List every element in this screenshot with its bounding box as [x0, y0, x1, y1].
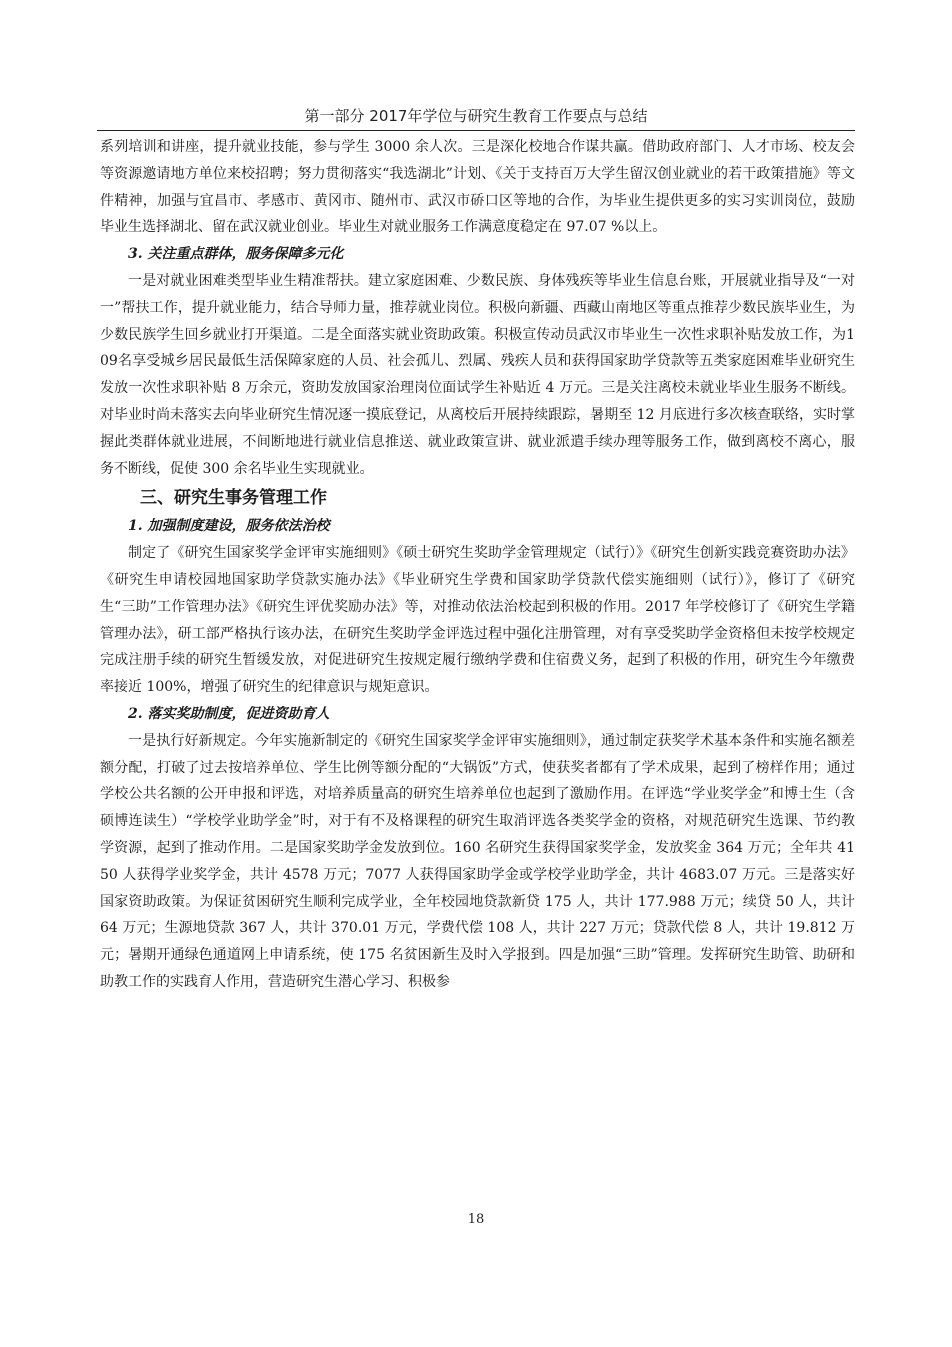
header-title: 第一部分 2017年学位与研究生教育工作要点与总结	[304, 107, 648, 125]
subheading-key-groups: 3. 关注重点群体，服务保障多元化	[128, 246, 344, 263]
paragraph-employment-services: 系列培训和讲座，提升就业技能，参与学生 3000 余人次。三是深化校地合作谋共赢。借助政府部门、人才市场、校友会等资源邀请地方单位来校招聘；努力贯彻落实“我选湖北”计划、《关于支持百万大学生留汉创业就业的若干政策措施》等文件精神，加强与宜昌市、孝感市、黄冈市、随州市、武汉市硚口区等地的合作，为毕业生提供更多的实习实训岗位，鼓励毕业生选择湖北、留在武汉就业创业。毕业生对就业服务工作满意度稳定在 97.07 %以上。	[100, 139, 855, 236]
subheading-institution-building: 1. 加强制度建设，服务依法治校	[128, 518, 330, 535]
subheading-scholarship-system: 2. 落实奖助制度，促进资助育人	[128, 705, 330, 722]
paragraph-scholarship-system: 一是执行好新规定。今年实施新制定的《研究生国家奖学金评审实施细则》，通过制定获奖学术基本条件和实施名额差额分配，打破了过去按培养单位、学生比例等额分配的“大锅饭”方式，使获奖者都有了学术成果，起到了榜样作用；通过学校公共名额的公开申报和评选，对培养质量高的研究生培养单位也起到了激励作用。在评选“学业奖学金”和博士生（含硕博连读生）“学校学业助学金”时，对于有不及格课程的研究生取消评选各类奖学金的资格，对规范研究生选课、节约教学资源，起到了推动作用。二是国家奖助学金发放到位。160 名研究生获得国家奖学金，发放奖金 364 万元；全年共 4150 人获得学业奖学金，共计 4578 万元；7077 人获得国家助学金或学校学业助学金，共计 4683.07 万元。三是落实好国家资助政策。为保证贫困研究生顺利完成学业，全年校园地贷款新贷 175 人，共计 177.988 万元；续贷 50 人，共计 64 万元；生源地贷款 367 人，共计 370.01 万元，学费代偿 108 人，共计 227 万元；贷款代偿 8 人，共计 19.812 万元；暑期开通绿色通道网上申请系统，使 175 名贫困新生及时入学报到。四是加强“三助”管理。发挥研究生助管、助研和助教工作的实践育人作用，营造研究生潜心学习、积极参	[100, 732, 855, 990]
page-number: 18	[467, 1212, 485, 1227]
document-body	[100, 134, 855, 996]
paragraph-key-groups: 一是对就业困难类型毕业生精准帮扶。建立家庭困难、少数民族、身体残疾等毕业生信息台账，开展就业指导及“一对一”帮扶工作，提升就业能力，结合导师力量，推荐就业岗位。积极向新疆、西藏山南地区等重点推荐少数民族毕业生，为少数民族学生回乡就业打开渠道。二是全面落实就业资助政策。积极宣传动员武汉市毕业生一次性求职补贴发放工作，为109名享受城乡居民最低生活保障家庭的人员、社会孤儿、烈属、残疾人员和获得国家助学贷款等五类家庭困难毕业研究生发放一次性求职补贴 8 万余元，资助发放国家治理岗位面试学生补贴近 4 万元。三是关注离校未就业毕业生服务不断线。对毕业时尚未落实去向毕业研究生情况逐一摸底登记，从离校后开展持续跟踪，暑期至 12 月底进行多次核查联络，实时掌握此类群体就业进展，不间断地进行就业信息推送、就业政策宣讲、就业派遣手续办理等服务工作，做到离校不离心，服务不断线，促使 300 余名毕业生实现就业。	[100, 272, 855, 477]
paragraph-institution-building: 制定了《研究生国家奖学金评审实施细则》《硕士研究生奖助学金管理规定（试行）》《研究生创新实践竞赛资助办法》《研究生申请校园地国家助学贷款实施办法》《毕业研究生学费和国家助学贷款代偿实施细则（试行）》，修订了《研究生“三助”工作管理办法》《研究生评优奖励办法》等，对推动依法治校起到积极的作用。2017 年学校修订了《研究生学籍管理办法》，研工部严格执行该办法，在研究生奖助学金评选过程中强化注册管理，对有享受奖助学金资格但未按学校规定完成注册手续的研究生暂缓发放，对促进研究生按规定履行缴纳学费和住宿费义务，起到了积极的作用，研究生今年缴费率接近 100%，增强了研究生的纪律意识与规矩意识。	[100, 545, 855, 696]
running-header	[97, 100, 855, 131]
section-title-student-affairs: 三、研究生事务管理工作	[140, 488, 327, 509]
